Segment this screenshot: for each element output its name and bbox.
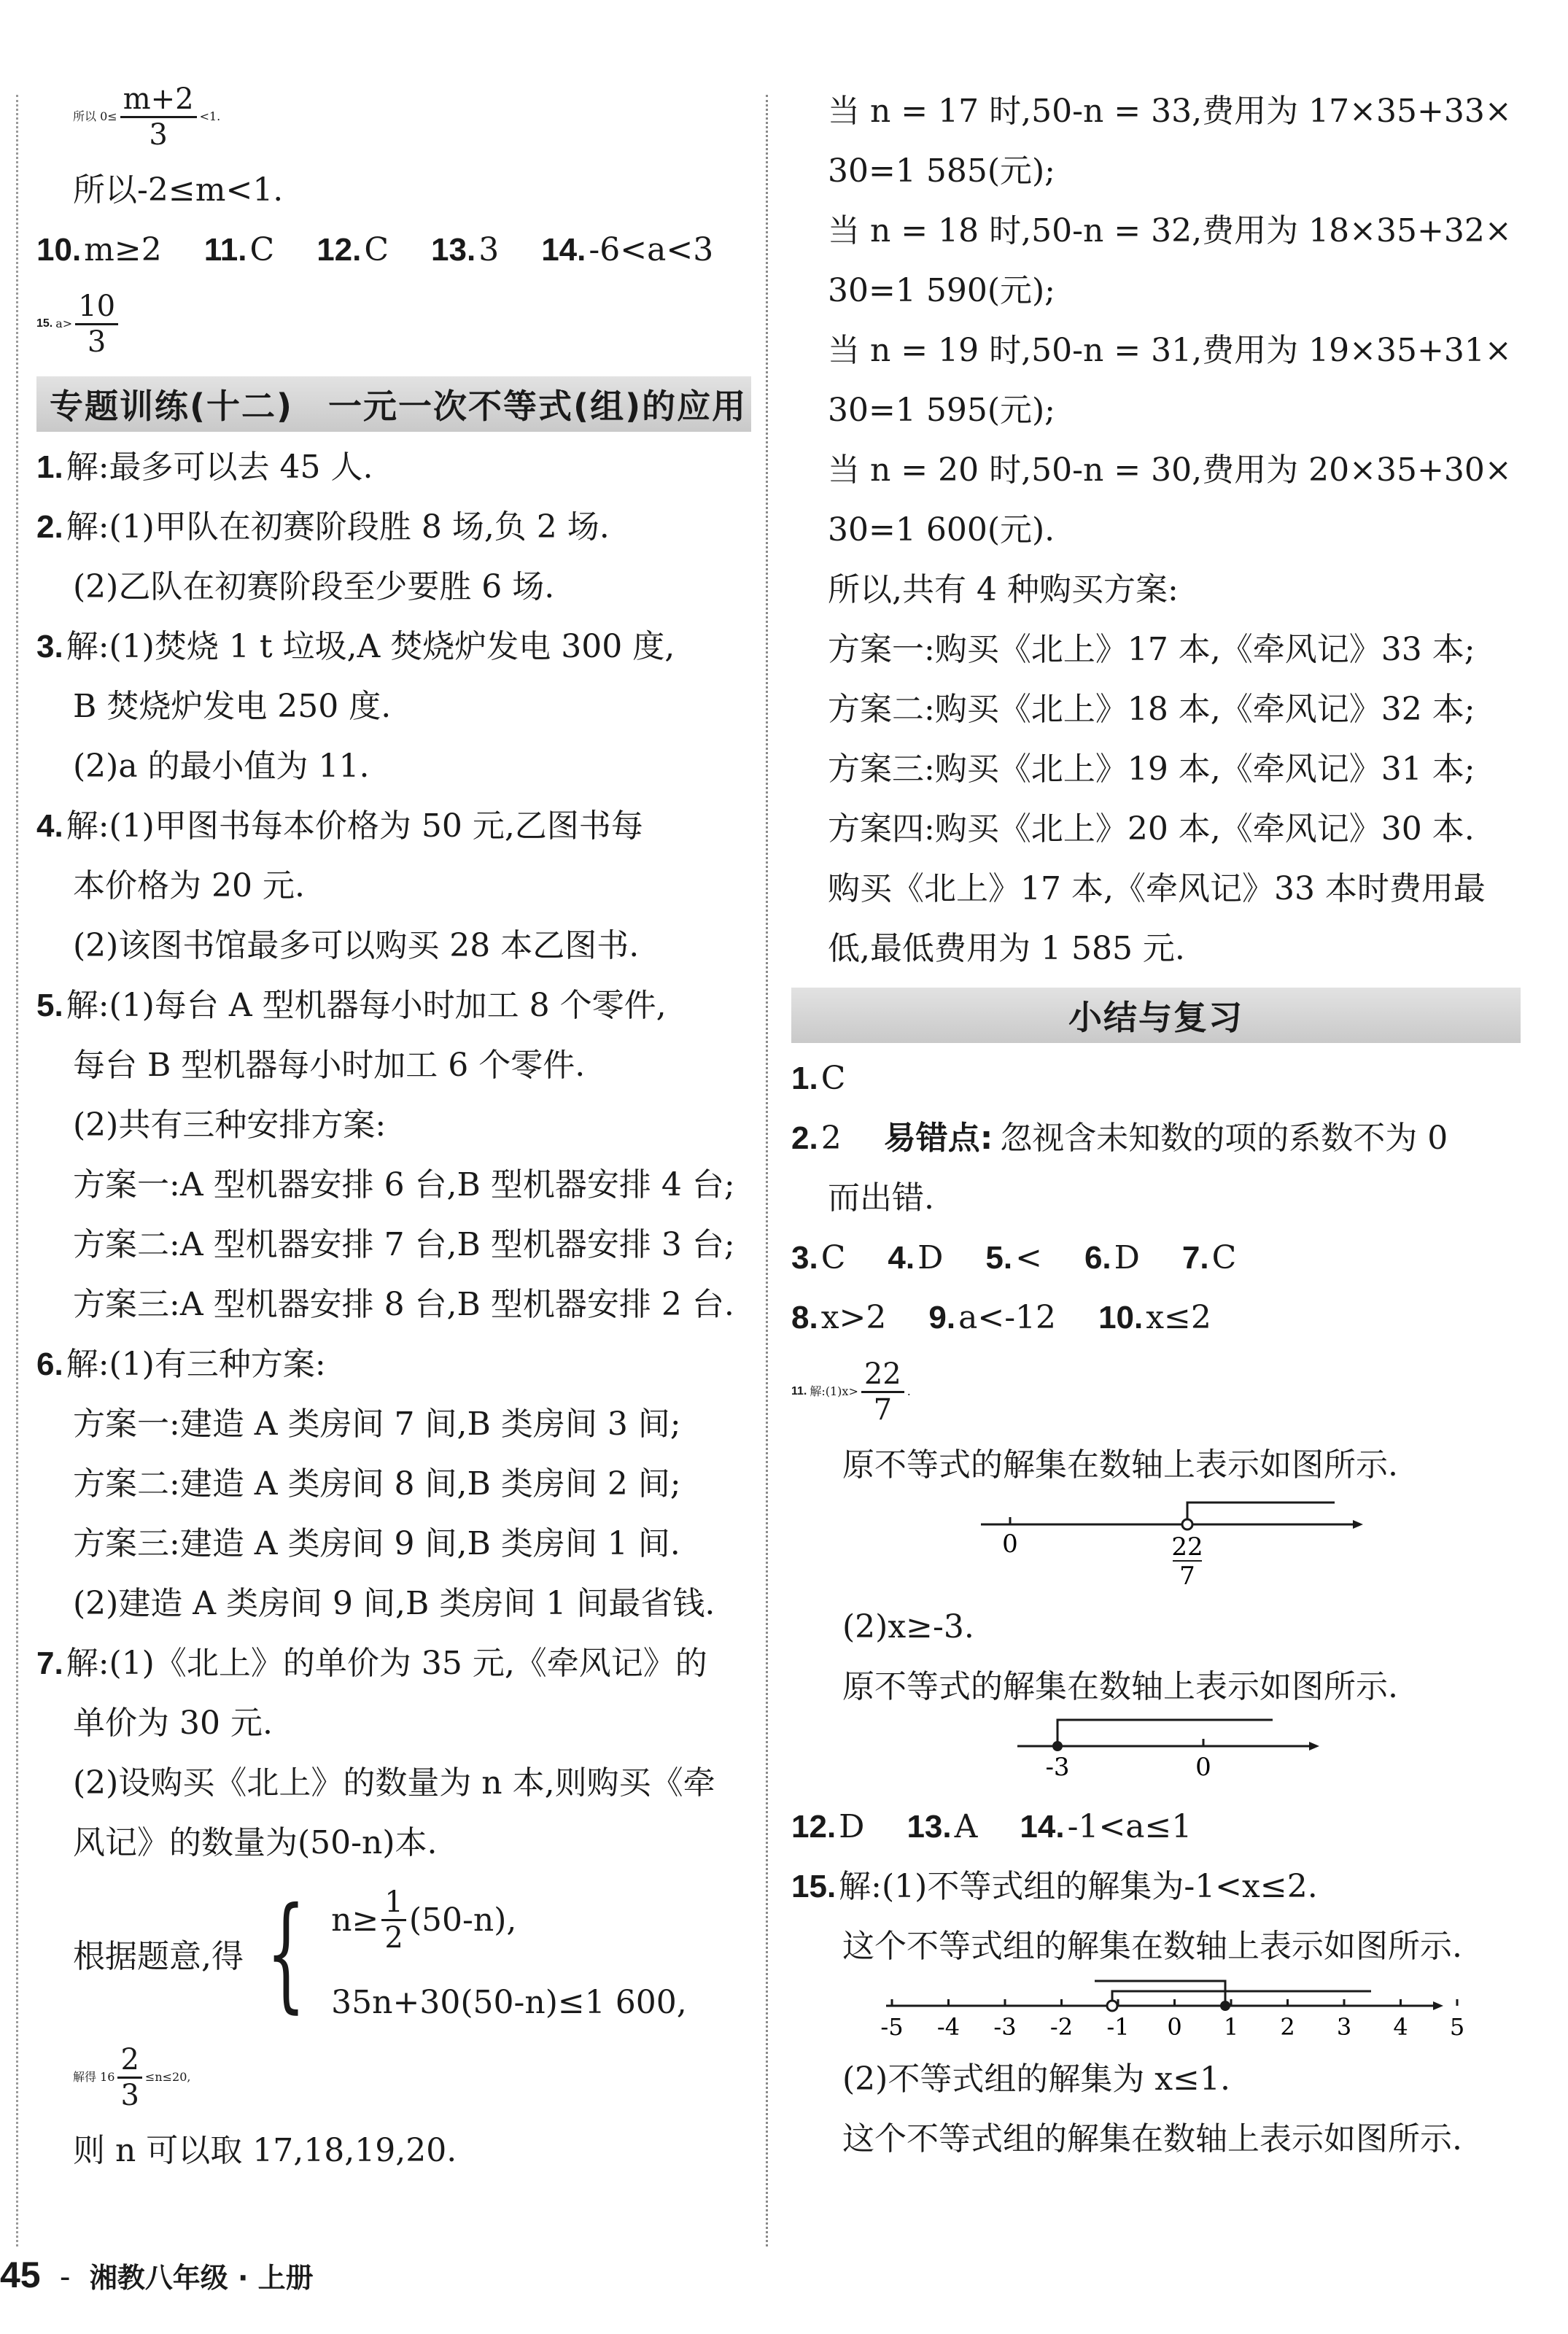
tick-label: 5 xyxy=(1449,2013,1465,2041)
page-footer xyxy=(0,2254,314,2296)
tick-label: 1 xyxy=(1223,2013,1239,2041)
answer-15 xyxy=(36,280,751,368)
tick-label-den: 7 xyxy=(1179,1562,1195,1591)
line: (2)乙队在初赛阶段至少要胜 6 场. xyxy=(73,568,555,605)
page-number: 45 xyxy=(0,2254,41,2295)
text: 忽视含未知数的项的系数不为 0 xyxy=(1000,1120,1448,1157)
numerator: m+2 xyxy=(120,82,197,118)
line: 30=1 600(元). xyxy=(828,511,1055,548)
fraction xyxy=(117,2043,141,2112)
q-num: 13. xyxy=(431,232,476,268)
review-8-10 xyxy=(791,1288,1521,1348)
text: 根据题意,得 xyxy=(73,1938,244,1975)
text: (50-n), xyxy=(408,1901,517,1939)
q-num: 4. xyxy=(36,808,63,844)
q-num: 3. xyxy=(36,629,63,664)
line: (2)x≥-3. xyxy=(842,1608,974,1645)
footer-dash: - xyxy=(59,2259,71,2295)
text: 解:(1)焚烧 1 t 垃圾,A 焚烧炉发电 300 度, xyxy=(66,628,675,665)
q-num: 5. xyxy=(36,988,63,1023)
q-num: 15. xyxy=(36,317,53,330)
line: 30=1 585(元); xyxy=(828,152,1055,190)
numerator: 2 xyxy=(117,2043,141,2079)
answer: m≥2 xyxy=(84,231,162,268)
q-num: 3. xyxy=(791,1240,818,1276)
q-num: 9. xyxy=(928,1300,956,1335)
problem-3 xyxy=(36,617,751,677)
arrow-icon xyxy=(1433,2001,1443,2010)
line: 当 n = 17 时,50-n = 33,费用为 17×35+33× xyxy=(828,93,1512,130)
line: 30=1 590(元); xyxy=(828,272,1055,309)
denominator: 3 xyxy=(87,325,106,359)
q-num: 15. xyxy=(791,1869,837,1904)
tick-label: -2 xyxy=(1049,2013,1074,2041)
line: 购买《北上》17 本,《牵风记》33 本时费用最 xyxy=(828,870,1486,907)
tick-label: 0 xyxy=(1167,2013,1182,2041)
answer: x>2 xyxy=(820,1299,887,1336)
line: 方案一:购买《北上》17 本,《牵风记》33 本; xyxy=(828,631,1475,668)
q-num: 13. xyxy=(907,1809,952,1845)
problem-5 xyxy=(36,976,751,1036)
q-num: 14. xyxy=(1020,1809,1065,1845)
answer: C xyxy=(249,231,275,268)
q-num: 4. xyxy=(888,1240,915,1276)
tick-label: -4 xyxy=(936,2013,960,2041)
line: 则 n 可以取 17,18,19,20. xyxy=(73,2132,457,2169)
q-num: 2. xyxy=(36,509,63,545)
text: 解:(1)有三种方案: xyxy=(66,1346,326,1383)
numerator: 1 xyxy=(381,1885,405,1921)
review-11 xyxy=(791,1348,1521,1435)
answer: a<-12 xyxy=(958,1299,1057,1336)
tick-label: -3 xyxy=(1045,1753,1070,1782)
tick-label-num: 22 xyxy=(1171,1532,1203,1562)
line: 方案一:建造 A 类房间 7 间,B 类房间 3 间; xyxy=(73,1406,681,1443)
number-line-3 xyxy=(791,1977,1521,2050)
text: 解:(1)甲图书每本价格为 50 元,乙图书每 xyxy=(66,807,643,845)
answer: D xyxy=(839,1808,865,1845)
line: 风记》的数量为(50-n)本. xyxy=(73,1824,438,1861)
section-banner-review: 小结与复习 xyxy=(791,988,1521,1043)
fraction xyxy=(861,1357,904,1427)
number-line-1 xyxy=(791,1495,1521,1597)
problem-7 xyxy=(36,1634,751,1694)
denominator: 2 xyxy=(384,1921,403,1955)
left-margin-rule xyxy=(16,95,18,2246)
line: (2)不等式组的解集为 x≤1. xyxy=(842,2060,1230,2098)
text: . xyxy=(907,1384,911,1398)
closed-point xyxy=(1220,2001,1230,2011)
q-num: 12. xyxy=(791,1809,837,1845)
numerator: 22 xyxy=(861,1357,904,1393)
open-point xyxy=(1182,1519,1192,1529)
brace: { xyxy=(266,1881,306,2025)
q-num: 2. xyxy=(791,1120,818,1156)
answer: -1<a≤1 xyxy=(1067,1808,1192,1845)
answer: C xyxy=(820,1060,846,1097)
answer: x≤2 xyxy=(1146,1299,1211,1336)
line: (2)该图书馆最多可以购买 28 本乙图书. xyxy=(73,927,640,964)
review-2 xyxy=(791,1109,1521,1168)
text: <1. xyxy=(199,109,221,123)
text: 解:(1)甲队在初赛阶段胜 8 场,负 2 场. xyxy=(66,508,610,546)
line: 这个不等式组的解集在数轴上表示如图所示. xyxy=(842,1928,1462,1965)
tick-label: 3 xyxy=(1336,2013,1352,2041)
answers-10-14 xyxy=(36,220,751,280)
text: ≤n≤20, xyxy=(144,2070,191,2084)
answer: 2 xyxy=(820,1120,842,1157)
line: (2)a 的最小值为 11. xyxy=(73,748,370,785)
text: 解:(1)《北上》的单价为 35 元,《牵风记》的 xyxy=(66,1645,707,1682)
line: 所以-2≤m<1. xyxy=(73,171,284,209)
answer: C xyxy=(364,231,389,268)
answer: C xyxy=(1211,1239,1237,1276)
closed-point xyxy=(1052,1741,1063,1751)
tick-label: 2 xyxy=(1280,2013,1295,2041)
text: 解:最多可以去 45 人. xyxy=(66,449,373,486)
tick-label: -5 xyxy=(880,2013,904,2041)
column-divider xyxy=(766,95,768,2246)
system-rows xyxy=(331,1885,687,2021)
review-12-14 xyxy=(791,1797,1521,1857)
line: 30=1 595(元); xyxy=(828,392,1055,429)
problem-6 xyxy=(36,1335,751,1395)
tick-label: -1 xyxy=(1106,2013,1130,2041)
text: 解得 16 xyxy=(73,2070,115,2084)
answer: D xyxy=(1114,1239,1140,1276)
arrow-icon xyxy=(1353,1520,1363,1529)
q-num: 5. xyxy=(985,1240,1013,1276)
numerator: 10 xyxy=(75,290,118,325)
q-num: 10. xyxy=(36,232,82,268)
line: (2)建造 A 类房间 9 间,B 类房间 1 间最省钱. xyxy=(73,1585,715,1622)
review-3-7 xyxy=(791,1228,1521,1288)
problem-1 xyxy=(36,438,751,497)
line: (2)设购买《北上》的数量为 n 本,则购买《牵 xyxy=(73,1764,715,1802)
left-column xyxy=(36,73,751,2181)
answer: D xyxy=(917,1239,944,1276)
right-column xyxy=(791,82,1521,2169)
line: 所以,共有 4 种购买方案: xyxy=(828,571,1179,608)
denominator: 3 xyxy=(149,117,168,152)
answer: < xyxy=(1015,1239,1042,1276)
problem-2 xyxy=(36,497,751,557)
denominator: 3 xyxy=(120,2078,139,2112)
system-row-1 xyxy=(331,1885,687,1955)
line: 方案三:购买《北上》19 本,《牵风记》31 本; xyxy=(828,751,1475,788)
line: 方案三:A 型机器安排 8 台,B 型机器安排 2 台. xyxy=(73,1286,734,1323)
answer: -6<a<3 xyxy=(589,231,714,268)
footer-book-title: 湘教八年级 · 上册 xyxy=(89,2262,314,2294)
q-num: 14. xyxy=(541,232,586,268)
solution-ray xyxy=(1057,1720,1273,1746)
answer: 3 xyxy=(478,231,500,268)
section-banner-special-training: 专题训练(十二) 一元一次不等式(组)的应用 xyxy=(36,376,751,432)
line: 方案四:购买《北上》20 本,《牵风记》30 本. xyxy=(828,810,1475,848)
line: 当 n = 18 时,50-n = 32,费用为 18×35+32× xyxy=(828,212,1512,249)
q-num: 6. xyxy=(1084,1240,1111,1276)
line: 这个不等式组的解集在数轴上表示如图所示. xyxy=(842,2120,1462,2157)
text: n≥ xyxy=(331,1901,379,1939)
solve-line xyxy=(36,2033,751,2121)
line: 每台 B 型机器每小时加工 6 个零件. xyxy=(73,1047,586,1084)
line: 方案二:购买《北上》18 本,《牵风记》32 本; xyxy=(828,691,1475,728)
line: 方案一:A 型机器安排 6 台,B 型机器安排 4 台; xyxy=(73,1166,735,1203)
q-num: 8. xyxy=(791,1300,818,1335)
line: 本价格为 20 元. xyxy=(73,867,305,904)
q-num: 1. xyxy=(36,449,63,485)
inequality-system xyxy=(36,1873,751,2033)
review-1 xyxy=(791,1049,1521,1109)
system-row-2: 35n+30(50-n)≤1 600, xyxy=(331,1984,687,2021)
open-point xyxy=(1107,2001,1117,2011)
line: 方案三:建造 A 类房间 9 间,B 类房间 1 间. xyxy=(73,1525,680,1562)
line: 原不等式的解集在数轴上表示如图所示. xyxy=(842,1446,1398,1484)
error-point-label: 易错点: xyxy=(883,1120,993,1157)
line: B 焚烧炉发电 250 度. xyxy=(73,688,392,725)
line: 原不等式的解集在数轴上表示如图所示. xyxy=(842,1668,1398,1705)
tick-label: -3 xyxy=(993,2013,1017,2041)
line-frac-m xyxy=(36,73,751,160)
text: 所以 0≤ xyxy=(73,109,117,123)
solution-ray-left xyxy=(1112,1991,1371,2006)
answer: A xyxy=(954,1808,978,1845)
number-line-2 xyxy=(791,1717,1521,1797)
q-num: 7. xyxy=(1181,1240,1209,1276)
tick-label: 0 xyxy=(1002,1529,1018,1559)
denominator: 7 xyxy=(873,1392,893,1427)
fraction xyxy=(381,1885,405,1955)
q-num: 1. xyxy=(791,1061,818,1096)
problem-4 xyxy=(36,796,751,856)
text: 解:(1)不等式组的解集为-1<x≤2. xyxy=(839,1868,1318,1905)
line: 而出错. xyxy=(828,1179,934,1217)
tick-label: 0 xyxy=(1195,1753,1211,1782)
line: 方案二:建造 A 类房间 8 间,B 类房间 2 间; xyxy=(73,1465,681,1503)
arrow-icon xyxy=(1309,1742,1319,1750)
fraction xyxy=(75,290,118,359)
text: 解:(1)x> xyxy=(810,1384,858,1398)
q-num: 11. xyxy=(791,1385,807,1397)
fraction xyxy=(120,82,197,152)
answer: C xyxy=(820,1239,846,1276)
line: 当 n = 19 时,50-n = 31,费用为 19×35+31× xyxy=(828,332,1512,369)
line: 低,最低费用为 1 585 元. xyxy=(828,930,1185,967)
line: 单价为 30 元. xyxy=(73,1705,273,1742)
q-num: 7. xyxy=(36,1645,63,1681)
q-num: 10. xyxy=(1098,1300,1144,1335)
text: a> xyxy=(55,317,73,330)
line: (2)共有三种安排方案: xyxy=(73,1106,387,1144)
review-15 xyxy=(791,1857,1521,1917)
line: 当 n = 20 时,50-n = 30,费用为 20×35+30× xyxy=(828,451,1512,489)
tick-label: 4 xyxy=(1393,2013,1408,2041)
q-num: 12. xyxy=(317,232,362,268)
q-num: 11. xyxy=(203,232,247,268)
q-num: 6. xyxy=(36,1346,63,1382)
text: 解:(1)每台 A 型机器每小时加工 8 个零件, xyxy=(66,987,667,1024)
line: 方案二:A 型机器安排 7 台,B 型机器安排 3 台; xyxy=(73,1226,735,1263)
